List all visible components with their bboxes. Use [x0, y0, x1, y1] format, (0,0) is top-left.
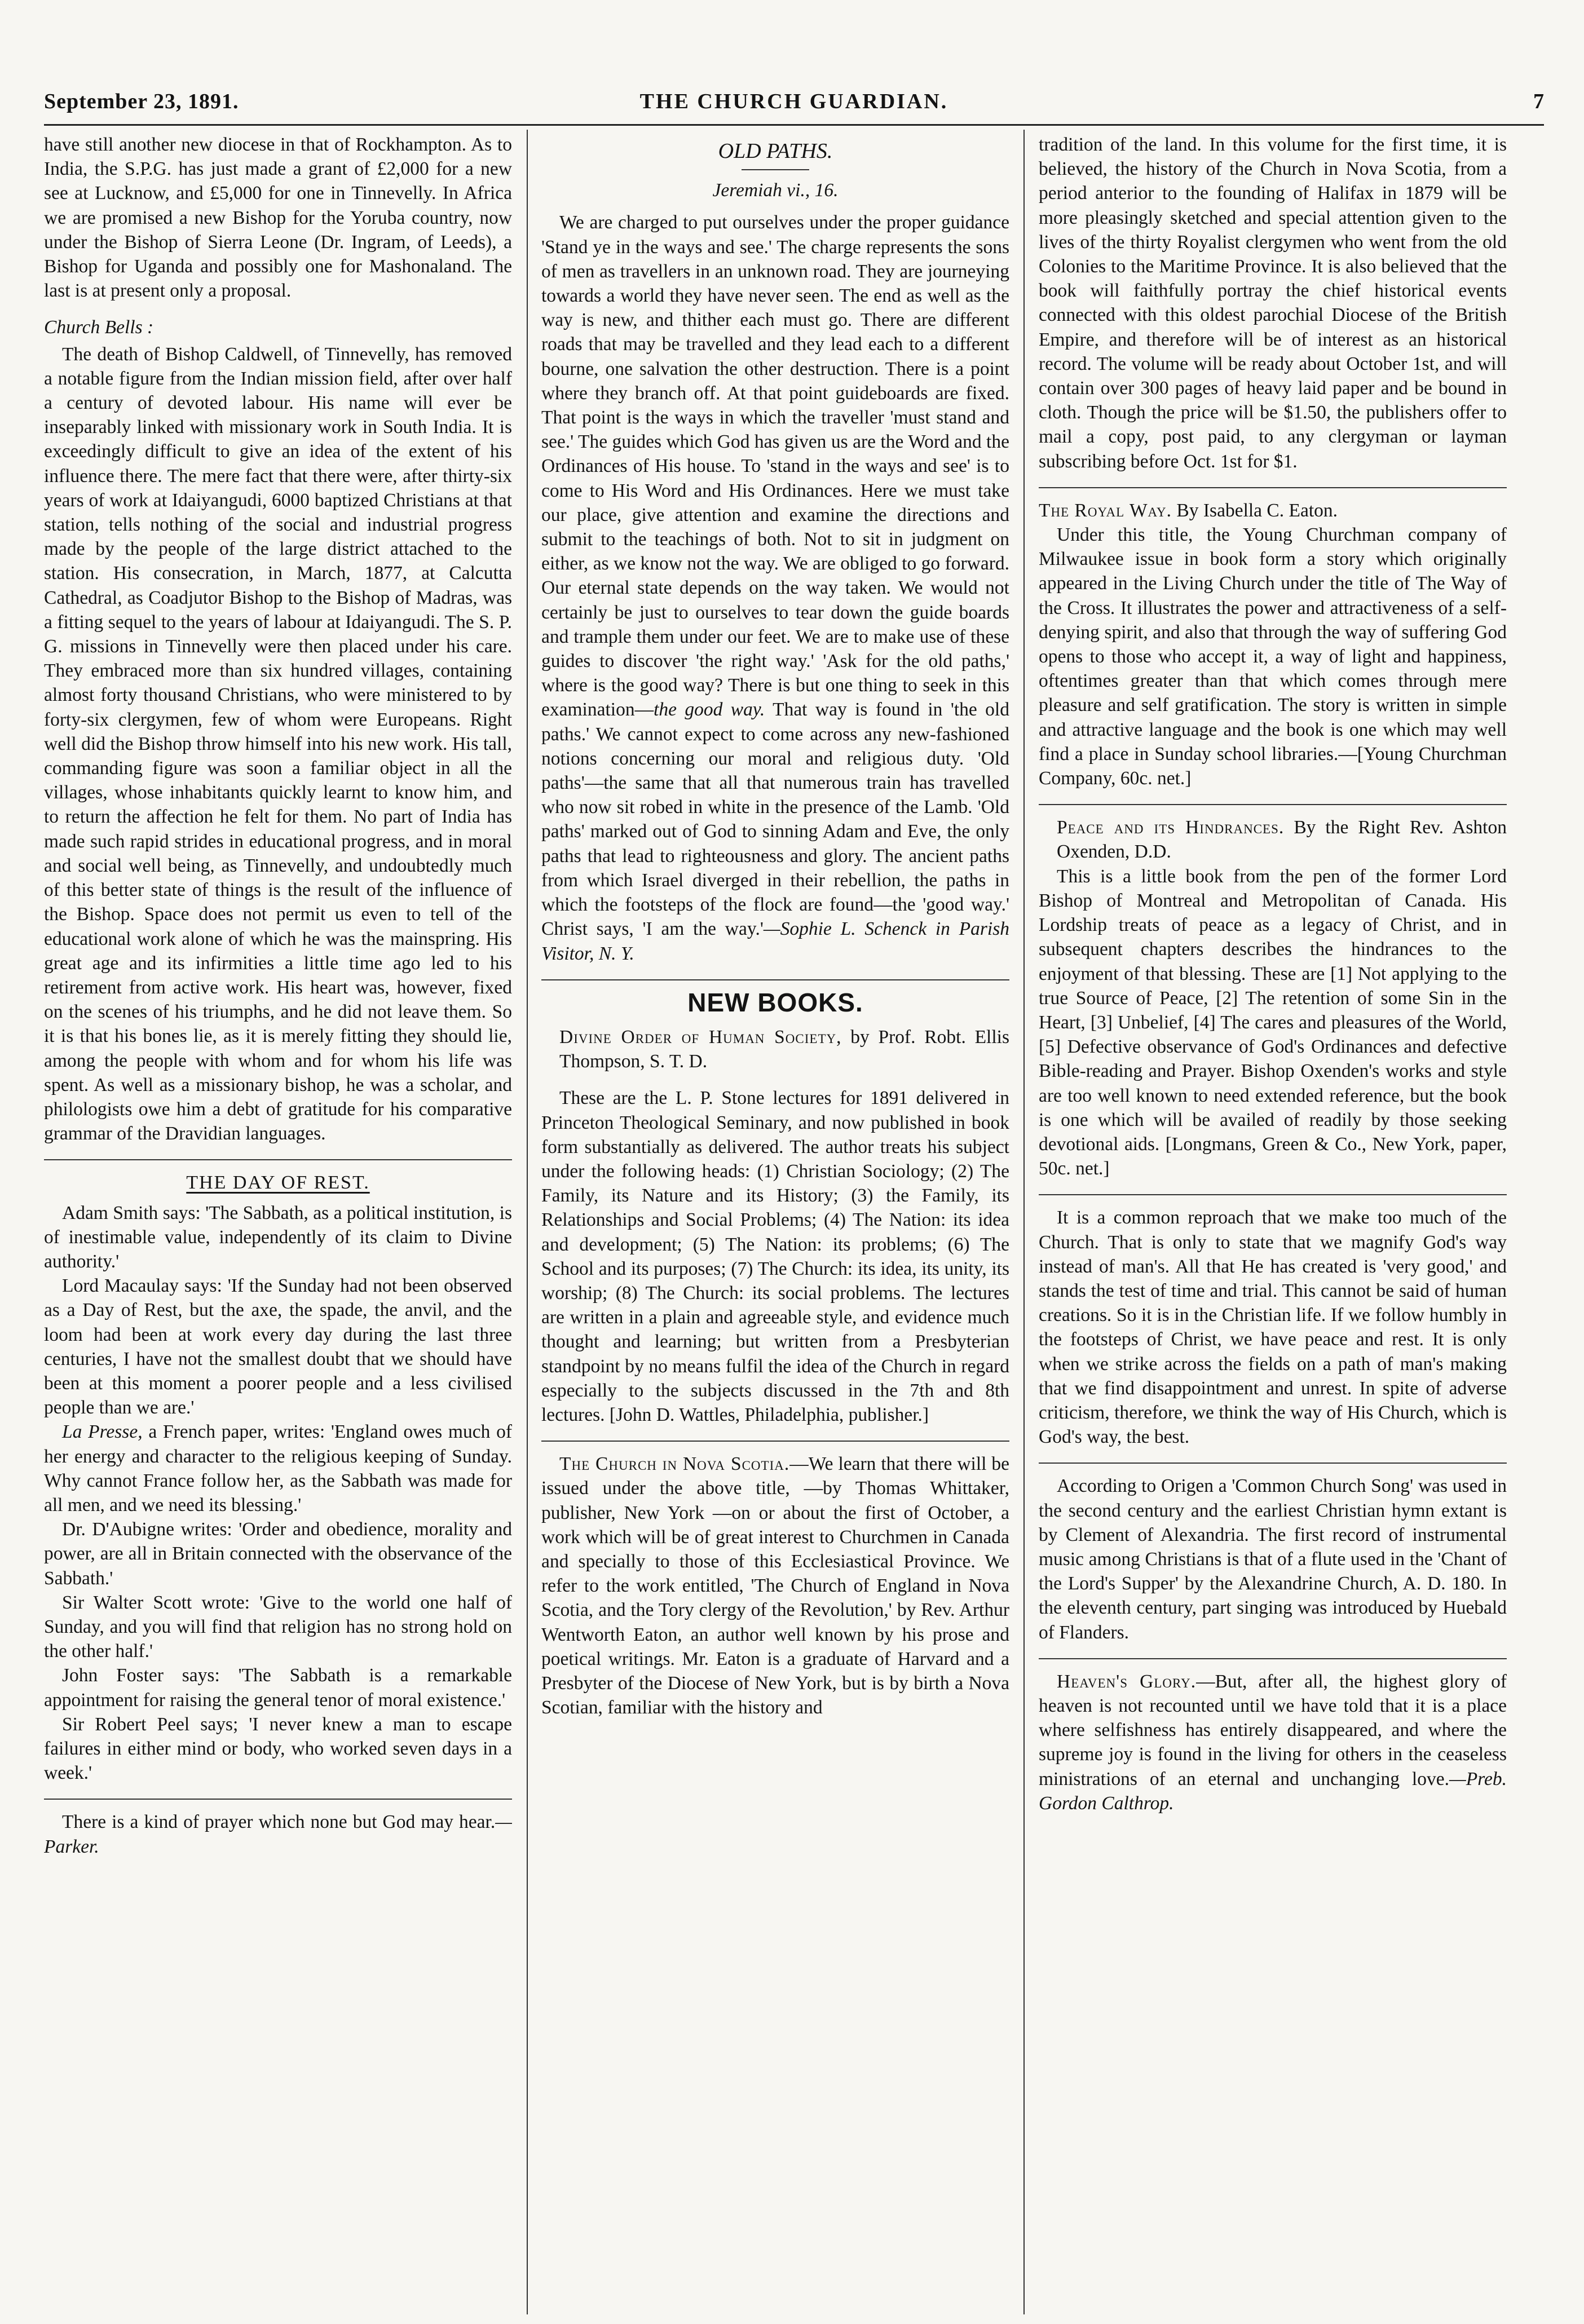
old-paths-text-cont: That way is found in 'the old paths.' We cannot expect to come across any new-fashioned notions concerning our moral and religious duty. 'Old paths'—the same that all that numerous train has travelled who now sit robed in white in the presence of the Lamb. 'Old paths' marked out of God to sinning Adam and Eve, the only paths that lead to righteousness and glory. The ancient paths from which Israel diverged in their rebellion, the paths in which the footsteps of the flock are found—the 'good way.' Christ says, 'I am the way.'	[541, 699, 1009, 940]
prayer-paragraph	[44, 1810, 512, 1858]
page-number: 7	[1533, 90, 1544, 113]
old-paths-paragraph	[541, 210, 1009, 965]
section-rule	[1039, 487, 1507, 488]
newspaper-title: THE CHURCH GUARDIAN.	[639, 90, 948, 113]
church-bells-label: Church Bells :	[44, 317, 154, 338]
divine-order-title: Divine Order of Human Society,	[559, 1026, 842, 1048]
divine-order-title-line	[541, 1025, 1009, 1073]
heading-rule	[742, 169, 809, 170]
new-books-heading: NEW BOOKS.	[687, 987, 863, 1017]
column-divider	[527, 130, 528, 2314]
quote-macaulay: Lord Macaulay says: 'If the Sunday had not been observed as a Day of Rest, but the axe, the spade, the anvil, and the loom had been at work every day during the last three centuries, I have not the smallest doubt that we should have been at this moment a poorer people and a less civilised people than we are.'	[44, 1275, 512, 1419]
quote-foster: John Foster says: 'The Sabbath is a remarkable appointment for raising the general tenor of moral existence.'	[44, 1665, 512, 1711]
peace-byline: By the Right Rev. Ashton Oxenden, D.D.	[1057, 817, 1507, 863]
nova-scotia-title: The Church in Nova Scotia.	[559, 1453, 790, 1475]
prayer-attribution: —Parker.	[44, 1812, 512, 1857]
royal-way-title: The Royal Way.	[1039, 500, 1172, 521]
section-rule	[1039, 1463, 1507, 1464]
quote-peel: Sir Robert Peel says; 'I never knew a man to escape failures in either mind or body, who worked seven days in a week.'	[44, 1713, 512, 1784]
reproach-paragraph: It is a common reproach that we make too much of the Church. That is only to state that we magnify God's way instead of man's. All that He has created is 'very good,' and stands the test of time and trial. This cannot be said of human creations. So it is in the Christian life. If we follow humbly in the footsteps of Christ, we have peace and rest. It is only when we strike across the fields on a path of man's making that we find disappointment and unrest. In spite of adverse criticism, therefore, we think the way of His Church, which is God's way, the best.	[1039, 1207, 1507, 1448]
heaven-text: —But, after all, the highest glory of heaven is not recounted until we have told that it is a place where selfishness has entirely disappeared, and where the supreme joy is found in the living for others in the ceaseless ministrations of an eternal and unchanging love.	[1039, 1671, 1507, 1790]
section-rule	[1039, 1658, 1507, 1659]
column-divider	[1023, 130, 1025, 2314]
old-paths-text: We are charged to put ourselves under the proper guidance 'Stand ye in the ways and see.' The charge represents the sons of men as travellers in an unknown road. They are journeying towards a world they have never seen. The end as well as the way is new, and thither each must go. There are different roads that may be travelled and they lead each to a different bourne, one salvation the other destruction. There is a point where they branch off. At that point guideboards are fixed. That point is the ways in which the traveller 'must stand and see.' The guides which God has given us are the Word and the Ordinances of His house. To 'stand in the ways and see' is to come to His Word and His Ordinances. Here we must take our place, give attention and examine the directions and submit to the teachings of both. Not to sit in judgment on either, as we know not the way. We are obliged to go forward. Our eternal state depends on the way taken. We would not certainly be just to ourselves to tear down the guide boards and trample them under our feet. We are to make use of these guides to discover 'the right way.' 'Ask for the old paths,' where is the good way? There is but one thing to seek in this examination—	[541, 212, 1009, 721]
column-2	[541, 132, 1009, 2320]
royal-way-review: Under this title, the Young Churchman company of Milwaukee issue in book form a story which originally appeared in the Living Church under the title of The Way of the Cross. It illustrates the power and attractiveness of a self-denying spirit, and also that through the way of suffering God opens to those who accept it, a way of light and happiness, oftentimes greater than that which comes through mere pleasure and self gratification. The story is written in simple and attractive language and the book is one which may well find a place in Sunday school libraries.—[Young Churchman Company, 60c. net.]	[1039, 524, 1507, 789]
quote-daubigne: Dr. D'Aubigne writes: 'Order and obedience, morality and power, are all in Britain connected with the observance of the Sabbath.'	[44, 1519, 512, 1589]
old-paths-heading: OLD PATHS.	[718, 139, 833, 163]
royal-way-title-line	[1039, 498, 1507, 523]
column-1	[44, 132, 512, 2320]
scripture-reference: Jeremiah vi., 16.	[712, 180, 839, 201]
header-date: September 23, 1891.	[44, 90, 239, 113]
nova-scotia-text: —We learn that there will be issued under the above title, —by Thomas Whittaker, publisher, New York —on or about the first of October, a work which will be of great interest to Churchmen in Canada and specially to those of this Ecclesiastical Province. We refer to the work entitled, 'The Church of England in Nova Scotia, and the Tory clergy of the Revolution,' by Rev. Arthur Wentworth Eaton, an author well known by his prose and poetical writings. Mr. Eaton is a graduate of Harvard and a Presbyter of the Diocese of New York, but is by birth a Nova Scotian, familiar with the history and	[541, 1453, 1009, 1718]
divine-order-byline: by Prof. Robt. Ellis Thompson, S. T. D.	[559, 1026, 1009, 1072]
dioceses-paragraph: have still another new diocese in that of Rockhampton. As to India, the S.P.G. has just made a grant of £2,000 for a new see at Lucknow, and £5,000 for one in Tinnevelly. In Africa we are promised a new Bishop for the Yoruba country, now under the Bishop of Sierra Leone (Dr. Ingram, of Leeds), a Bishop for Uganda and possibly one for Mashonaland. The last is at present only a proposal.	[44, 134, 512, 302]
la-presse-name: La Presse,	[62, 1421, 143, 1443]
section-rule	[1039, 1194, 1507, 1195]
nova-scotia-paragraph	[541, 1452, 1009, 1720]
page-header	[44, 85, 1544, 126]
section-rule	[541, 1441, 1009, 1442]
origen-paragraph: According to Origen a 'Common Church Song' was used in the second century and the earliest Christian hymn extant is by Clement of Alexandria. The first record of instrumental music among Christians is that of a flute used in the 'Chant of the Lord's Supper' by the Alexandrine Church, A. D. 180. In the eleventh century, part singing was introduced by Huebald of Flanders.	[1039, 1475, 1507, 1643]
heaven-title: Heaven's Glory.	[1057, 1671, 1197, 1692]
column-3	[1039, 132, 1507, 2320]
section-rule	[1039, 804, 1507, 805]
section-rule	[44, 1799, 512, 1800]
old-paths-good-way: the good way.	[654, 699, 765, 721]
peace-title-line	[1039, 815, 1507, 864]
old-paths-attribution: —Sophie L. Schenck in Parish Visitor, N. Y.	[541, 918, 1009, 964]
quote-adam-smith: Adam Smith says: 'The Sabbath, as a political institution, is of inestimable value, independently of its claim to Divine authority.'	[44, 1202, 512, 1272]
divine-order-review: These are the L. P. Stone lectures for 1891 delivered in Princeton Theological Seminary, and now published in book form substantially as delivered. The author treats his subject under the following heads: (1) Christian Sociology; (2) The Family, its Nature and its History; (3) the Family, its Relationships and Social Problems; (4) The Nation: its idea and development; (5) The Nation: its problems; (6) The School and its purposes; (7) The Church: its idea, its unity, its worship; (8) The Church: its social problems. The lectures are written in a plain and agreeable style, and evidence much thought and learning; but written from a Presbyterian standpoint by no means fulfil the idea of the Church in regard especially to the subjects discussed in the 7th and 8th lectures. [John D. Wattles, Philadelphia, publisher.]	[541, 1088, 1009, 1425]
peace-title: Peace and its Hindrances.	[1057, 817, 1285, 838]
bishop-caldwell-paragraph: The death of Bishop Caldwell, of Tinnevelly, has removed a notable figure from the Indian mission field, after over half a century of devoted labour. His name will ever be inseparably linked with missionary work in South India. It is exceedingly difficult to give an idea of the extent of his influence there. The mere fact that there were, after thirty-six years of work at Idaiyangudi, 6000 baptized Christians at that station, tells nothing of the social and industrial progress made by the people of the large district attached to the station. His consecration, in March, 1877, at Calcutta Cathedral, as Coadjutor Bishop to the Bishop of Madras, was a fitting sequel to the years of labour at Idaiyangudi. The S. P. G. missions in Tinnevelly were then placed under his care. They embraced more than six hundred villages, containing almost forty thousand Christians, who were ministered to by forty-six clergymen, few of whom were Europeans. Right well did the Bishop throw himself into his new work. His tall, commanding figure was soon a familiar object in all the villages, whose inhabitants quickly learnt to know him, and to return the affection he felt for them. No part of India has made such rapid strides in educational progress, and in moral and social well being, as Tinnevelly, and undoubtedly much of this better state of things is the result of the influence of the Bishop. Space does not permit us even to tell of the educational work alone of which he was the mainspring. His great age and its infirmities a little time ago led to his retirement from active work. His heart was, however, fixed on the scenes of his triumphs, and he did not leave them. So it is that his bones lie, as it is merely fitting they should lie, among the people with whom and for whom his life was spent. As well as a missionary bishop, he was a scholar, and philologists owe him a debt of gratitude for his comparative grammar of the Dravidian languages.	[44, 343, 512, 1145]
quote-scott: Sir Walter Scott wrote: 'Give to the world one half of Sunday, and you will find that religion has no strong hold on the other half.'	[44, 1592, 512, 1662]
day-of-rest-heading: THE DAY OF REST.	[186, 1172, 370, 1194]
prayer-text: There is a kind of prayer which none but God may hear.	[62, 1812, 496, 1833]
la-presse-text: a French paper, writes: 'England owes much of her energy and character to the religious keeping of Sunday. Why cannot France follow her, as the Sabbath was made for all men, and we need its blessing.'	[44, 1421, 512, 1516]
nova-scotia-continued: tradition of the land. In this volume for the first time, it is believed, the history of the Church in Nova Scotia, from a period anterior to the founding of Halifax in 1879 will be more pleasingly sketched and special attention given to the lives of the thirty Royalist clergymen who went from the old Colonies to the Maritime Province. It is also believed that the book will faithfully portray the chief historical events connected with this oldest parochial Diocese of the British Empire, and therefore will be of interest as an historical record. The volume will be ready about October 1st, and will contain over 300 pages of heavy laid paper and be bound in cloth. Though the price will be $1.50, the publishers offer to mail a copy, post paid, to any clergyman or layman subscribing before Oct. 1st for $1.	[1039, 134, 1507, 472]
section-rule	[44, 1159, 512, 1160]
peace-review: This is a little book from the pen of the former Lord Bishop of Montreal and Metropolitan of Canada. His Lordship treats of peace as a legacy of Christ, and in subsequent chapters describes the hindrances to the enjoyment of that blessing. These are [1] Not applying to the true Source of Peace, [2] The retention of some Sin in the Heart, [3] Unbelief, [4] The cares and pleasures of the World, [5] Defective observance of God's Ordinances and defective Bible-reading and Prayer. Bishop Oxenden's works and style are too well known to need extended reference, but the book is one which will be availed of readily by those seeking devotional aids. [Longmans, Green & Co., New York, paper, 50c. net.]	[1039, 865, 1507, 1179]
quote-la-presse	[44, 1420, 512, 1517]
royal-way-byline: By Isabella C. Eaton.	[1176, 500, 1338, 521]
section-rule	[541, 979, 1009, 980]
heaven-paragraph	[1039, 1669, 1507, 1815]
heaven-attribution: —Preb. Gordon Calthrop.	[1039, 1768, 1507, 1814]
